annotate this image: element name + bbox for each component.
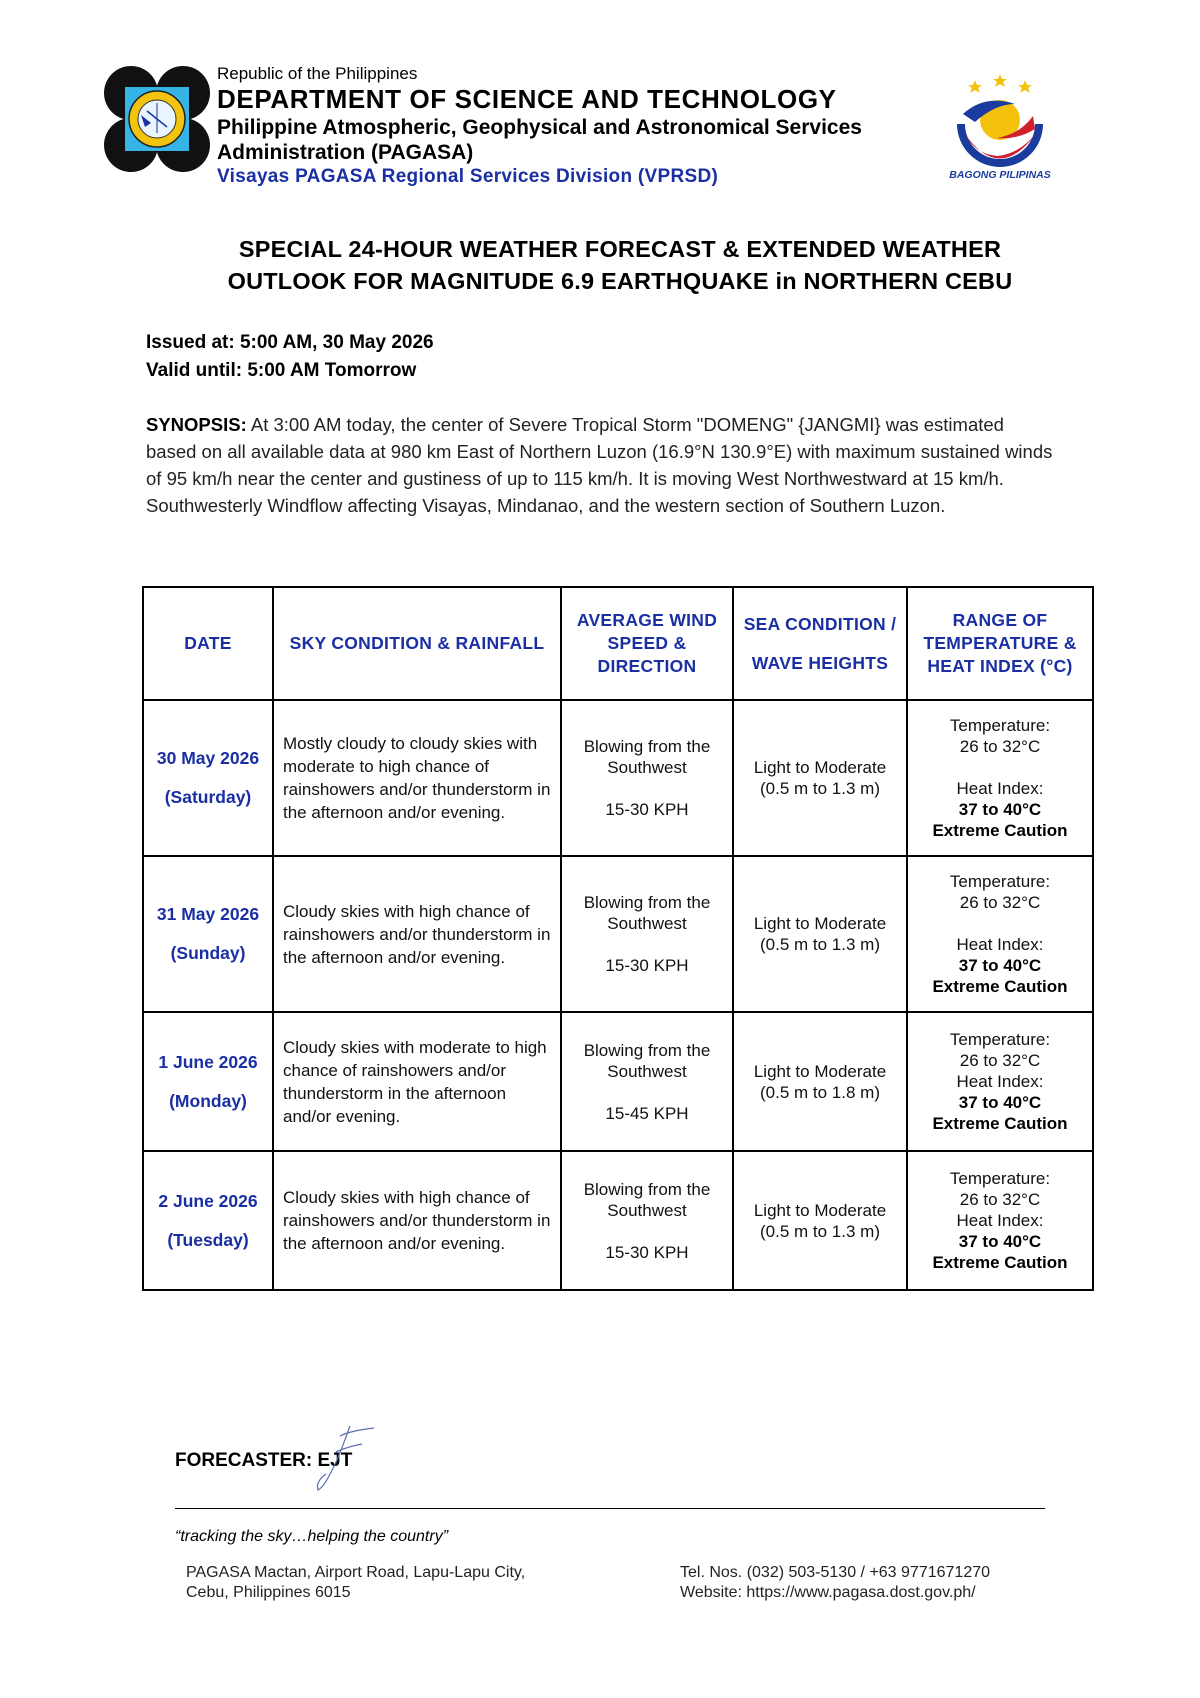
wind-direction: Blowing from the Southwest bbox=[583, 737, 711, 777]
document-title bbox=[180, 233, 1060, 297]
heat-index-range: 37 to 40°C bbox=[958, 1232, 1042, 1251]
sea-cell bbox=[733, 1151, 907, 1290]
heat-caution: Extreme Caution bbox=[932, 1114, 1068, 1133]
day-text: (Sunday) bbox=[170, 943, 246, 963]
date-text: 1 June 2026 bbox=[158, 1051, 258, 1072]
sky-cell: Mostly cloudy to cloudy skies with moderate to high chance of rainshowers and/or thunderstorm in the afternoon and/or evening. bbox=[273, 700, 561, 856]
sea-cell bbox=[733, 856, 907, 1012]
date-cell bbox=[143, 700, 273, 856]
heat-index-range: 37 to 40°C bbox=[958, 956, 1042, 975]
wind-direction: Blowing from the Southwest bbox=[583, 893, 711, 933]
header-department: DEPARTMENT OF SCIENCE AND TECHNOLOGY bbox=[217, 84, 837, 114]
temp-cell bbox=[907, 856, 1093, 1012]
date-text: 2 June 2026 bbox=[158, 1190, 258, 1211]
wind-cell bbox=[561, 1151, 733, 1290]
wind-speed: 15-30 KPH bbox=[605, 956, 689, 975]
header-sea-line1: SEA CONDITION / bbox=[743, 613, 897, 634]
table-row bbox=[143, 1012, 1093, 1151]
sky-cell: Cloudy skies with high chance of rainshowers and/or thunderstorm in the afternoon and/or evening. bbox=[273, 1151, 561, 1290]
date-text: 30 May 2026 bbox=[156, 748, 260, 768]
wind-cell bbox=[561, 700, 733, 856]
dost-pagasa-logo bbox=[103, 65, 211, 173]
forecaster-signature bbox=[300, 1422, 380, 1494]
header-division: Visayas PAGASA Regional Services Division (VPRSD) bbox=[217, 166, 719, 187]
temp-label: Temperature: bbox=[949, 872, 1051, 891]
sky-cell: Cloudy skies with high chance of rainshowers and/or thunderstorm in the afternoon and/or evening. bbox=[273, 856, 561, 1012]
heat-index-label: Heat Index: bbox=[956, 779, 1044, 798]
temp-label: Temperature: bbox=[949, 1030, 1051, 1049]
table-row bbox=[143, 700, 1093, 856]
header-agency-line2: Administration (PAGASA) bbox=[217, 141, 474, 164]
wind-speed: 15-30 KPH bbox=[605, 800, 689, 819]
date-cell bbox=[143, 1012, 273, 1151]
day-text: (Tuesday) bbox=[167, 1229, 249, 1250]
temp-label: Temperature: bbox=[949, 1169, 1051, 1188]
temp-label: Temperature: bbox=[949, 716, 1051, 735]
wind-direction: Blowing from the Southwest bbox=[583, 1179, 711, 1220]
temp-cell bbox=[907, 1012, 1093, 1151]
wave-height: (0.5 m to 1.3 m) bbox=[760, 1221, 880, 1241]
temp-range: 26 to 32°C bbox=[959, 1051, 1041, 1070]
synopsis-label: SYNOPSIS: bbox=[146, 414, 247, 435]
website-link[interactable]: Website: https://www.pagasa.dost.gov.ph/ bbox=[680, 1584, 976, 1601]
wave-height: (0.5 m to 1.3 m) bbox=[760, 935, 880, 954]
header-sea bbox=[733, 587, 907, 700]
wind-speed: 15-30 KPH bbox=[605, 1242, 689, 1262]
heat-index-range: 37 to 40°C bbox=[958, 1093, 1042, 1112]
temp-cell bbox=[907, 700, 1093, 856]
temp-range: 26 to 32°C bbox=[959, 1190, 1041, 1209]
issued-at: Issued at: 5:00 AM, 30 May 2026 bbox=[146, 332, 434, 353]
wind-speed: 15-45 KPH bbox=[605, 1103, 689, 1123]
sky-cell: Cloudy skies with moderate to high chance of rainshowers and/or thunderstorm in the afternoon and/or evening. bbox=[273, 1012, 561, 1151]
valid-until: Valid until: 5:00 AM Tomorrow bbox=[146, 360, 417, 381]
date-text: 31 May 2026 bbox=[156, 904, 260, 924]
forecast-table bbox=[142, 586, 1094, 1291]
table-header-row bbox=[143, 587, 1093, 700]
heat-index-range: 37 to 40°C bbox=[958, 800, 1042, 819]
date-cell bbox=[143, 856, 273, 1012]
footer-address bbox=[186, 1563, 525, 1603]
telephone-numbers: Tel. Nos. (032) 503-5130 / +63 9771671270 bbox=[680, 1564, 991, 1581]
header-temp: RANGE OF TEMPERATURE & HEAT INDEX (°C) bbox=[907, 587, 1093, 700]
synopsis-text: At 3:00 AM today, the center of Severe Tropical Storm "DOMENG" {JANGMI} was estimated based on all available data at 980 km East of Northern Luzon (16.9°N 130.9°E) with maximum sustained winds of 95 km/h near the center and gustiness of up to 115 km/h. It is moving West Northwestward at 15 km/h. Southwesterly Windflow affecting Visayas, Mindanao, and the western section of Southern Luzon. bbox=[146, 414, 1053, 516]
bagong-pilipinas-logo bbox=[945, 74, 1055, 186]
footer-divider bbox=[175, 1508, 1045, 1509]
wind-direction: Blowing from the Southwest bbox=[583, 1040, 711, 1081]
heat-caution: Extreme Caution bbox=[932, 977, 1068, 996]
title-line-1: SPECIAL 24-HOUR WEATHER FORECAST & EXTENDED WEATHER bbox=[238, 236, 1002, 262]
table-row bbox=[143, 1151, 1093, 1290]
day-text: (Monday) bbox=[169, 1090, 247, 1111]
header-sea-line2: WAVE HEIGHTS bbox=[751, 652, 889, 673]
sea-cell bbox=[733, 1012, 907, 1151]
header-agency-line1: Philippine Atmospheric, Geophysical and Astronomical Services bbox=[217, 116, 862, 139]
temp-cell bbox=[907, 1151, 1093, 1290]
wave-height: (0.5 m to 1.8 m) bbox=[760, 1082, 880, 1102]
footer-tagline: “tracking the sky…helping the country” bbox=[175, 1528, 449, 1545]
temp-range: 26 to 32°C bbox=[959, 893, 1041, 912]
heat-caution: Extreme Caution bbox=[932, 821, 1068, 840]
title-line-2: OUTLOOK FOR MAGNITUDE 6.9 EARTHQUAKE in NORTHERN CEBU bbox=[227, 268, 1013, 294]
wave-height: (0.5 m to 1.3 m) bbox=[760, 779, 880, 798]
heat-index-label: Heat Index: bbox=[956, 1072, 1044, 1091]
address-line-2: Cebu, Philippines 6015 bbox=[186, 1584, 351, 1601]
heat-caution: Extreme Caution bbox=[932, 1253, 1068, 1272]
synopsis-paragraph bbox=[146, 411, 1056, 519]
date-cell bbox=[143, 1151, 273, 1290]
temp-range: 26 to 32°C bbox=[959, 737, 1041, 756]
wind-cell bbox=[561, 856, 733, 1012]
sea-condition: Light to Moderate bbox=[753, 914, 887, 933]
sea-condition: Light to Moderate bbox=[753, 758, 887, 777]
header-date: DATE bbox=[143, 587, 273, 700]
forecaster-line: FORECASTER: EJT bbox=[175, 1450, 353, 1471]
sea-condition: Light to Moderate bbox=[753, 1061, 887, 1081]
heat-index-label: Heat Index: bbox=[956, 935, 1044, 954]
address-line-1: PAGASA Mactan, Airport Road, Lapu-Lapu City, bbox=[186, 1564, 526, 1581]
header-sky: SKY CONDITION & RAINFALL bbox=[273, 587, 561, 700]
footer-contact bbox=[680, 1563, 990, 1603]
wind-cell bbox=[561, 1012, 733, 1151]
sea-condition: Light to Moderate bbox=[753, 1200, 887, 1220]
heat-index-label: Heat Index: bbox=[956, 1211, 1044, 1230]
table-row bbox=[143, 856, 1093, 1012]
bagong-pilipinas-wordmark: BAGONG PILIPINAS bbox=[949, 169, 1051, 181]
day-text: (Saturday) bbox=[164, 787, 252, 807]
header-republic: Republic of the Philippines bbox=[217, 64, 418, 83]
sea-cell bbox=[733, 700, 907, 856]
header-wind: AVERAGE WIND SPEED & DIRECTION bbox=[561, 587, 733, 700]
